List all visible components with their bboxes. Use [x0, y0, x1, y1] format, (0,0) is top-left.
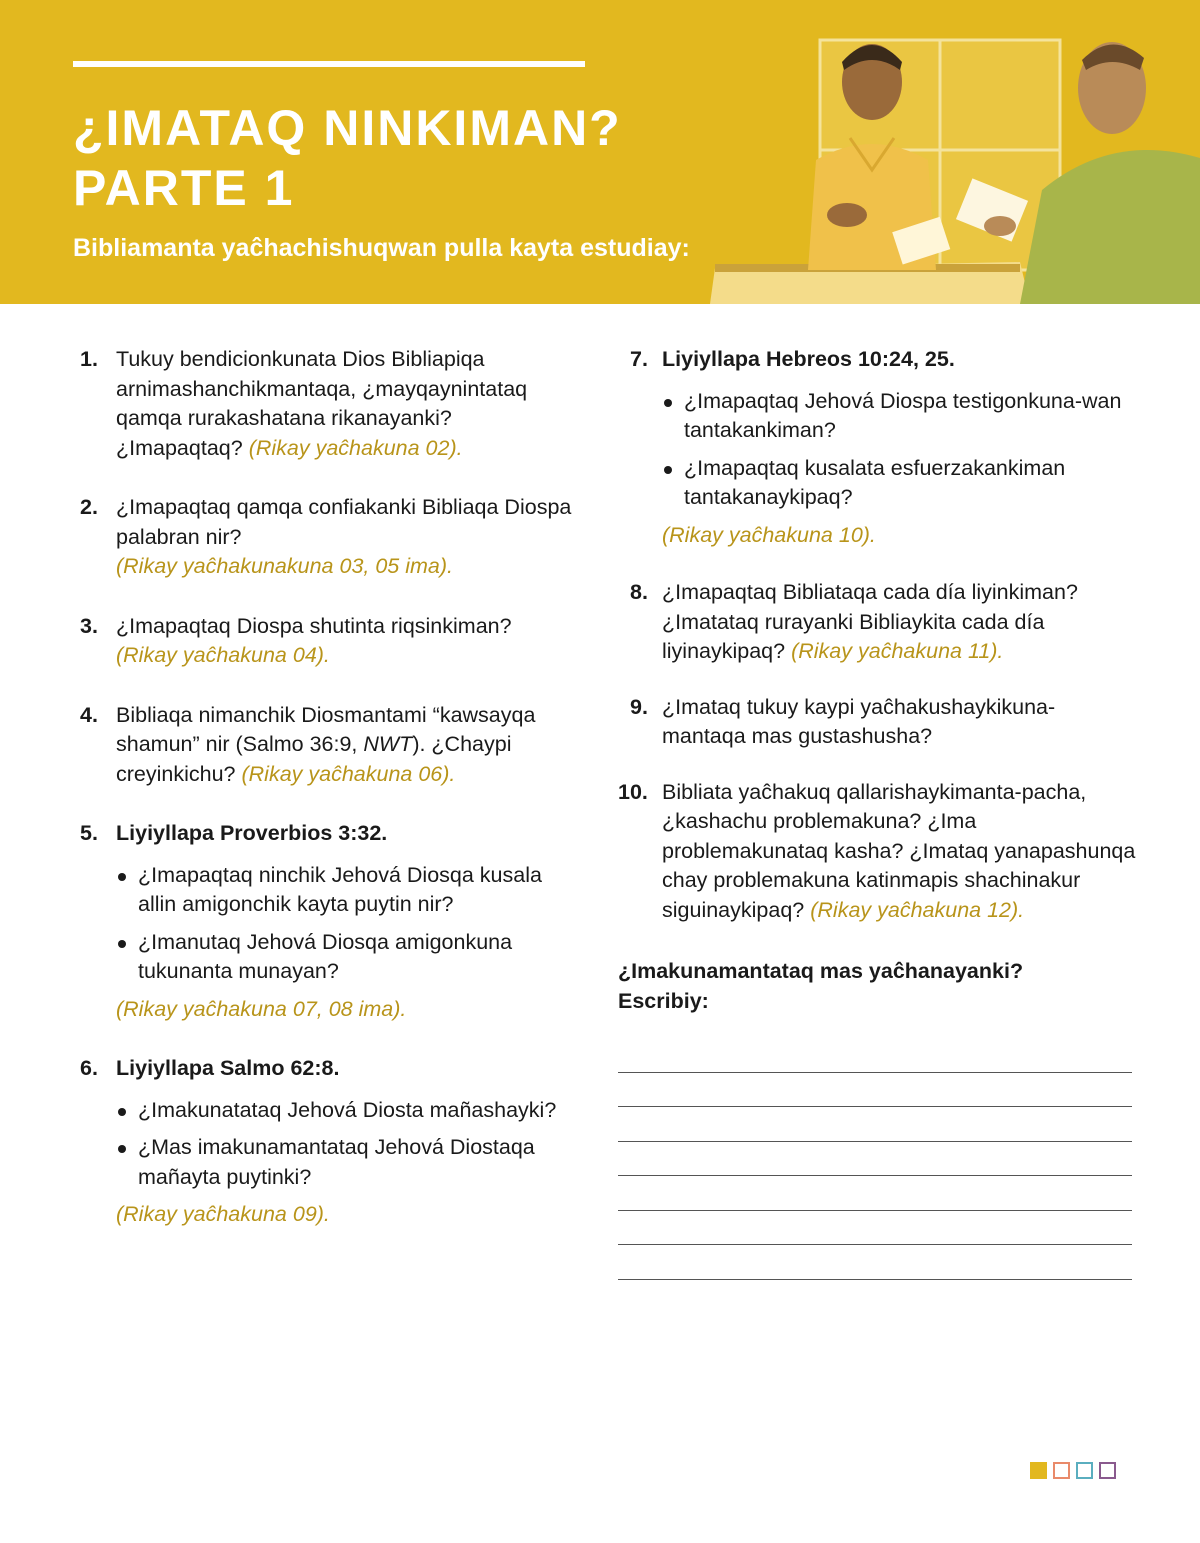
lesson-reference: (Rikay yaĉhakuna 04).: [116, 643, 330, 667]
writing-line[interactable]: [618, 1245, 1132, 1280]
reading-heading: Liyiyllapa Salmo 62:8.: [116, 1056, 340, 1080]
lesson-reference: (Rikay yaĉhakuna 02).: [248, 435, 463, 460]
writing-lines: [618, 1038, 1138, 1280]
bullet-item: ¿Imapaqtaq ninchik Jehová Diosqa kusala allin amigonchik kayta puytin nir?: [116, 861, 580, 920]
header-banner: [0, 0, 1200, 304]
lesson-reference: (Rikay yaĉhakuna 09).: [116, 1202, 330, 1226]
writing-line[interactable]: [618, 1142, 1132, 1177]
title-line-2: PARTE 1: [73, 160, 295, 216]
question-number: 10.: [618, 779, 648, 804]
writing-line[interactable]: [618, 1211, 1132, 1246]
question-number: 6.: [80, 1056, 98, 1080]
writing-line[interactable]: [618, 1107, 1132, 1142]
question-1: [80, 345, 580, 463]
question-text-end: ). ¿Chaypi creyinkichu?: [116, 732, 512, 786]
question-text: ¿Imataq tukuy kaypi yaĉhakushaykikuna-mantaqa mas gustashusha?: [662, 694, 1056, 748]
lesson-reference: (Rikay yaĉhakuna 06).: [241, 761, 456, 786]
lesson-reference: (Rikay yaĉhakuna 12).: [810, 897, 1025, 922]
lesson-reference: (Rikay yaĉhakunakuna 03, 05 ima).: [116, 554, 454, 578]
questions-left-column: [80, 345, 580, 1230]
square-outline-purple: [1099, 1462, 1116, 1479]
question-number: 9.: [630, 694, 648, 719]
question-number: 7.: [630, 347, 648, 371]
question-6: [80, 1054, 580, 1230]
question-4: [80, 701, 580, 790]
writing-line[interactable]: [618, 1038, 1132, 1073]
bullet-list: [662, 387, 1138, 513]
lesson-reference: (Rikay yaĉhakuna 10).: [662, 522, 876, 547]
question-text: Tukuy bendicionkunata Dios Bibliapiqa arnimashanchikmantaqa, ¿mayqaynintataq qamqa rurakashatana rikanayanki? ¿Imapaqtaq?: [116, 347, 528, 460]
question-10: [618, 778, 1138, 926]
questions-right-column: [618, 345, 1138, 1280]
lesson-reference: (Rikay yaĉhakuna 07, 08 ima).: [116, 996, 407, 1021]
bullet-item: ¿Mas imakunamantataq Jehová Diostaqa mañayta puytinki?: [116, 1133, 580, 1192]
title-line-1: ¿IMATAQ NINKIMAN?: [73, 100, 622, 156]
write-prompt: ¿Imakunamantataq mas yaĉhanayanki? Escribiy:: [618, 959, 1024, 1013]
footer-squares: [1030, 1462, 1116, 1479]
bullet-item: ¿Imapaqtaq Jehová Diospa testigonkuna-wan tantakankiman?: [662, 387, 1138, 446]
bullet-list: [116, 861, 580, 987]
bullet-list: [116, 1096, 580, 1193]
square-outline-teal: [1076, 1462, 1093, 1479]
reading-heading: Liyiyllapa Proverbios 3:32.: [116, 821, 388, 845]
question-7: [618, 345, 1138, 550]
question-number: 3.: [80, 613, 98, 638]
question-3: [80, 612, 580, 671]
bullet-item: ¿Imapaqtaq kusalata esfuerzakankiman tantakanaykipaq?: [662, 454, 1138, 513]
page-subtitle: Bibliamanta yaĉhachishuqwan pulla kayta estudiay:: [73, 234, 690, 262]
question-2: [80, 493, 580, 582]
question-text: ¿Imapaqtaq Bibliataqa cada día liyinkiman? ¿Imatataq rurayanki Bibliaykita cada día liyinaykipaq?: [662, 580, 1078, 663]
question-text-italic: NWT: [363, 732, 413, 756]
header-rule: [73, 61, 585, 67]
question-number: 4.: [80, 702, 98, 727]
question-9: [618, 693, 1138, 752]
bullet-item: ¿Imanutaq Jehová Diosqa amigonkuna tukunanta munayan?: [116, 928, 580, 987]
square-outline-coral: [1053, 1462, 1070, 1479]
question-text: Bibliata yaĉhakuq qallarishaykimanta-pacha, ¿kashachu problemakuna? ¿Ima problemakunataq kasha? ¿Imataq yanapashunqa chay problemakuna katinmapis shachinakur siguinaykipaq?: [662, 779, 1136, 922]
lesson-reference: (Rikay yaĉhakuna 11).: [791, 639, 1004, 663]
bullet-item: ¿Imakunatataq Jehová Diosta mañashayki?: [116, 1096, 580, 1126]
question-text: ¿Imapaqtaq qamqa confiakanki Bibliaqa Diospa palabran nir?: [116, 495, 572, 549]
question-text: ¿Imapaqtaq Diospa shutinta riqsinkiman?: [116, 613, 512, 638]
question-8: [618, 578, 1138, 667]
page-title: [73, 98, 622, 218]
writing-line[interactable]: [618, 1176, 1132, 1211]
question-number: 8.: [630, 580, 648, 604]
question-number: 2.: [80, 495, 98, 519]
question-number: 5.: [80, 821, 98, 845]
question-5: [80, 819, 580, 1024]
square-filled-yellow: [1030, 1462, 1047, 1479]
question-text: Bibliaqa nimanchik Diosmantami “kawsayqa shamun” nir (Salmo 36:9,: [116, 702, 536, 756]
question-number: 1.: [80, 347, 98, 371]
writing-line[interactable]: [618, 1073, 1132, 1108]
reading-heading: Liyiyllapa Hebreos 10:24, 25.: [662, 347, 955, 371]
study-illustration: [700, 0, 1200, 304]
